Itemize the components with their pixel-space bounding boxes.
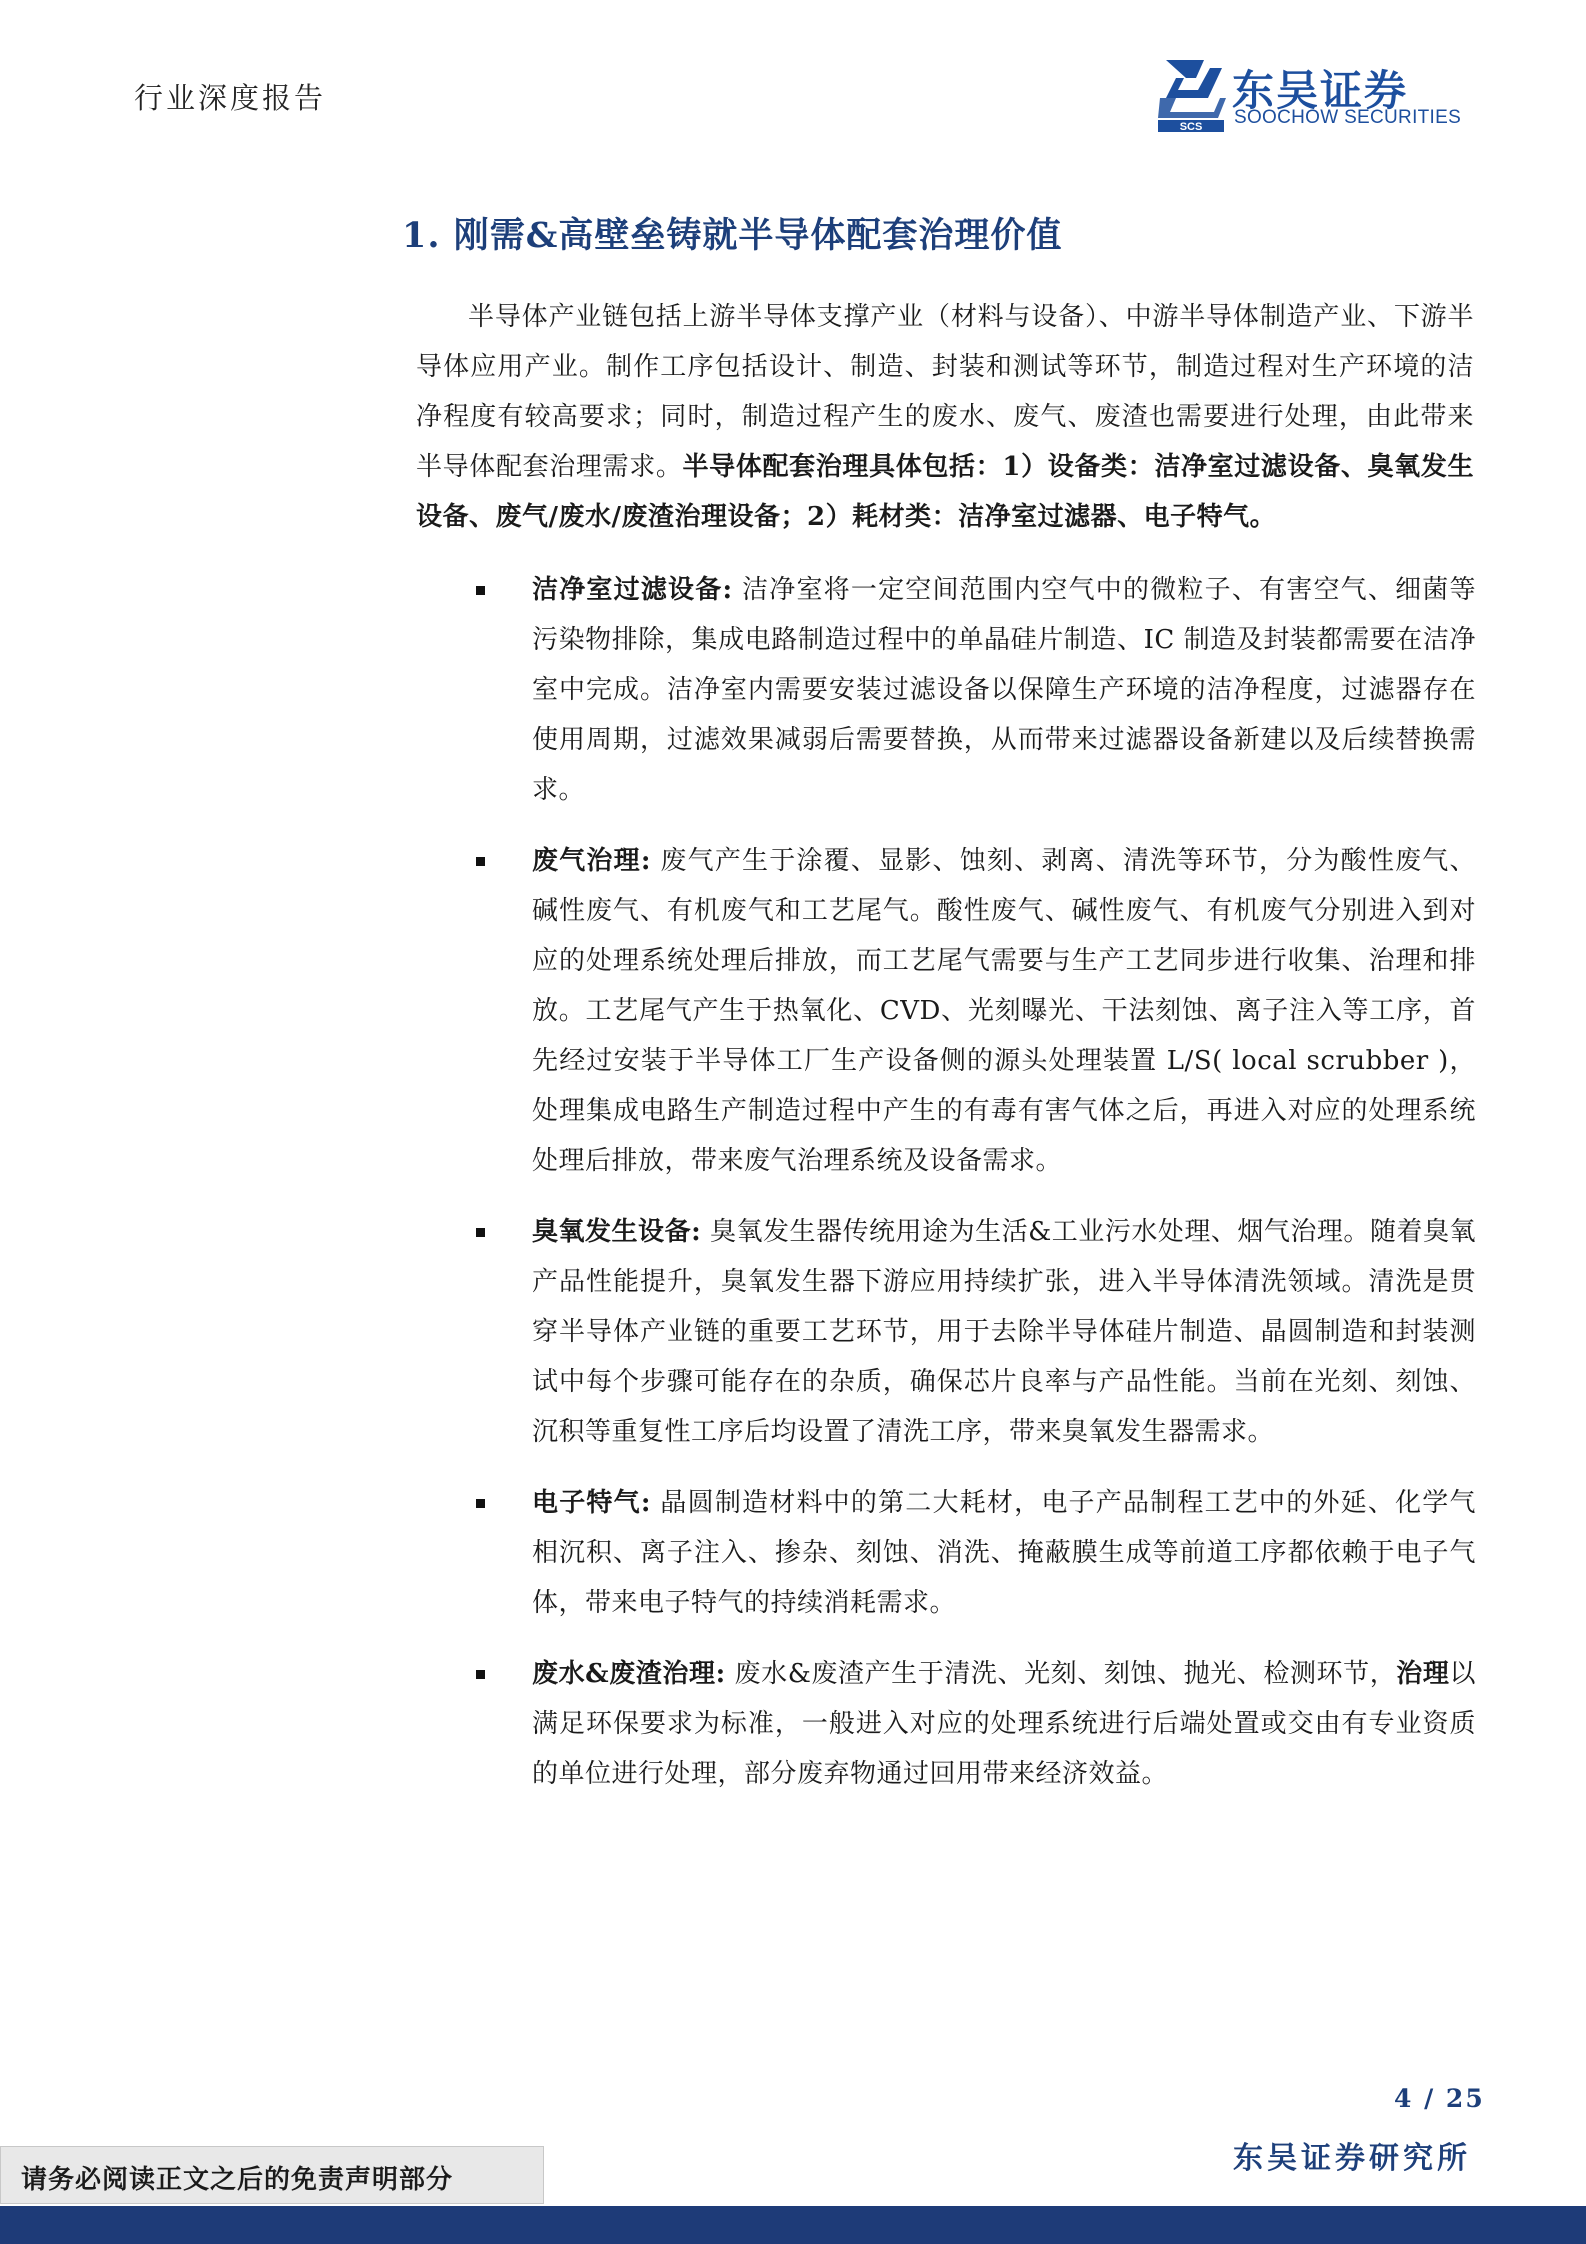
bullet-text: 晶圆制造材料中的第二大耗材，电子产品制程工艺中的外延、化学气相沉积、离子注入、掺杂、刻蚀、消洗、掩蔽膜生成等前道工序都依赖于电子气体，带来电子特气的持续消耗需求。	[532, 1488, 1476, 1618]
bullet-term-inline: 治理	[1396, 1659, 1450, 1689]
bullet-item-cleanroom	[476, 565, 1476, 815]
bullet-text-cont: 以满足环保要求为标准，一般进入对应的处理系统进行后端处置或交由有专业资质的单位进行处理，部分废弃物通过回用带来经济效益。	[532, 1659, 1476, 1789]
bullet-list	[476, 565, 1476, 1820]
report-type: 行业深度报告	[134, 81, 327, 115]
bullet-term: 臭氧发生设备:	[532, 1217, 702, 1247]
bullet-text: 臭氧发生器传统用途为生活&工业污水处理、烟气治理。随着臭氧产品性能提升，臭氧发生器下游应用持续扩张，进入半导体清洗领域。清洗是贯穿半导体产业链的重要工艺环节，用于去除半导体硅片制造、晶圆制造和封装测试中每个步骤可能存在的杂质，确保芯片良率与产品性能。当前在光刻、刻蚀、沉积等重复性工序后均设置了清洗工序，带来臭氧发生器需求。	[532, 1217, 1476, 1447]
disclaimer-box	[0, 2146, 544, 2204]
square-bullet-icon	[476, 1670, 485, 1679]
bullet-item-special-gas	[476, 1478, 1476, 1628]
logo-name-en: SOOCHOW SECURITIES	[1234, 107, 1462, 128]
disclaimer-text: 请务必阅读正文之后的免责声明部分	[21, 2165, 454, 2195]
bullet-term: 废水&废渣治理:	[532, 1659, 726, 1689]
square-bullet-icon	[476, 1228, 485, 1237]
section-title: 1. 刚需&高壁垒铸就半导体配套治理价值	[402, 215, 1063, 256]
page-number: 4 / 25	[1394, 2084, 1485, 2113]
scs-logo-icon	[1156, 54, 1228, 134]
bullet-item-ozone	[476, 1207, 1476, 1457]
square-bullet-icon	[476, 1499, 485, 1508]
bullet-term: 电子特气:	[532, 1488, 651, 1518]
bullet-item-exhaust-gas	[476, 836, 1476, 1186]
bullet-text: 废气产生于涂覆、显影、蚀刻、剥离、清洗等环节，分为酸性废气、碱性废气、有机废气和工艺尾气。酸性废气、碱性废气、有机废气分别进入到对应的处理系统处理后排放，而工艺尾气需要与生产工艺同步进行收集、治理和排放。工艺尾气产生于热氧化、CVD、光刻曝光、干法刻蚀、离子注入等工序，首先经过安装于半导体工厂生产设备侧的源头处理装置 L/S( local scrubber )，处理集成电路生产制造过程中产生的有毒有害气体之后，再进入对应的处理系统处理后排放，带来废气治理系统及设备需求。	[532, 846, 1476, 1176]
bullet-term: 废气治理:	[532, 846, 651, 876]
bullet-term: 洁净室过滤设备:	[532, 575, 733, 605]
intro-bold-text: 半导体配套治理具体包括：1）设备类：洁净室过滤设备、臭氧发生设备、废气/废水/废渣治理设备；2）耗材类：洁净室过滤器、电子特气。	[416, 452, 1474, 532]
logo-mark-text: SCS	[1179, 121, 1203, 133]
logo-name-cn: 东吴证券	[1232, 66, 1409, 115]
bullet-text: 废水&废渣产生于清洗、光刻、刻蚀、抛光、检测环节，	[725, 1659, 1397, 1689]
bullet-text: 洁净室将一定空间范围内空气中的微粒子、有害空气、细菌等污染物排除，集成电路制造过程中的单晶硅片制造、IC 制造及封装都需要在洁净室中完成。洁净室内需要安装过滤设备以保障生产环境的洁净程度，过滤器存在使用周期，过滤效果减弱后需要替换，从而带来过滤器设备新建以及后续替换需求。	[532, 575, 1477, 805]
square-bullet-icon	[476, 857, 485, 866]
soochow-logo	[1156, 54, 1476, 134]
square-bullet-icon	[476, 586, 485, 595]
intro-text: 半导体产业链包括上游半导体支撑产业（材料与设备）、中游半导体制造产业、下游半导体应用产业。制作工序包括设计、制造、封装和测试等环节，制造过程对生产环境的洁净程度有较高要求；同时，制造过程产生的废水、废气、废渣也需要进行处理，由此带来半导体配套治理需求。	[416, 302, 1474, 482]
footer-institute: 东吴证券研究所	[1233, 2141, 1471, 2176]
intro-paragraph	[416, 292, 1474, 542]
bullet-item-wastewater	[476, 1649, 1476, 1799]
footer-bar	[0, 2206, 1586, 2244]
